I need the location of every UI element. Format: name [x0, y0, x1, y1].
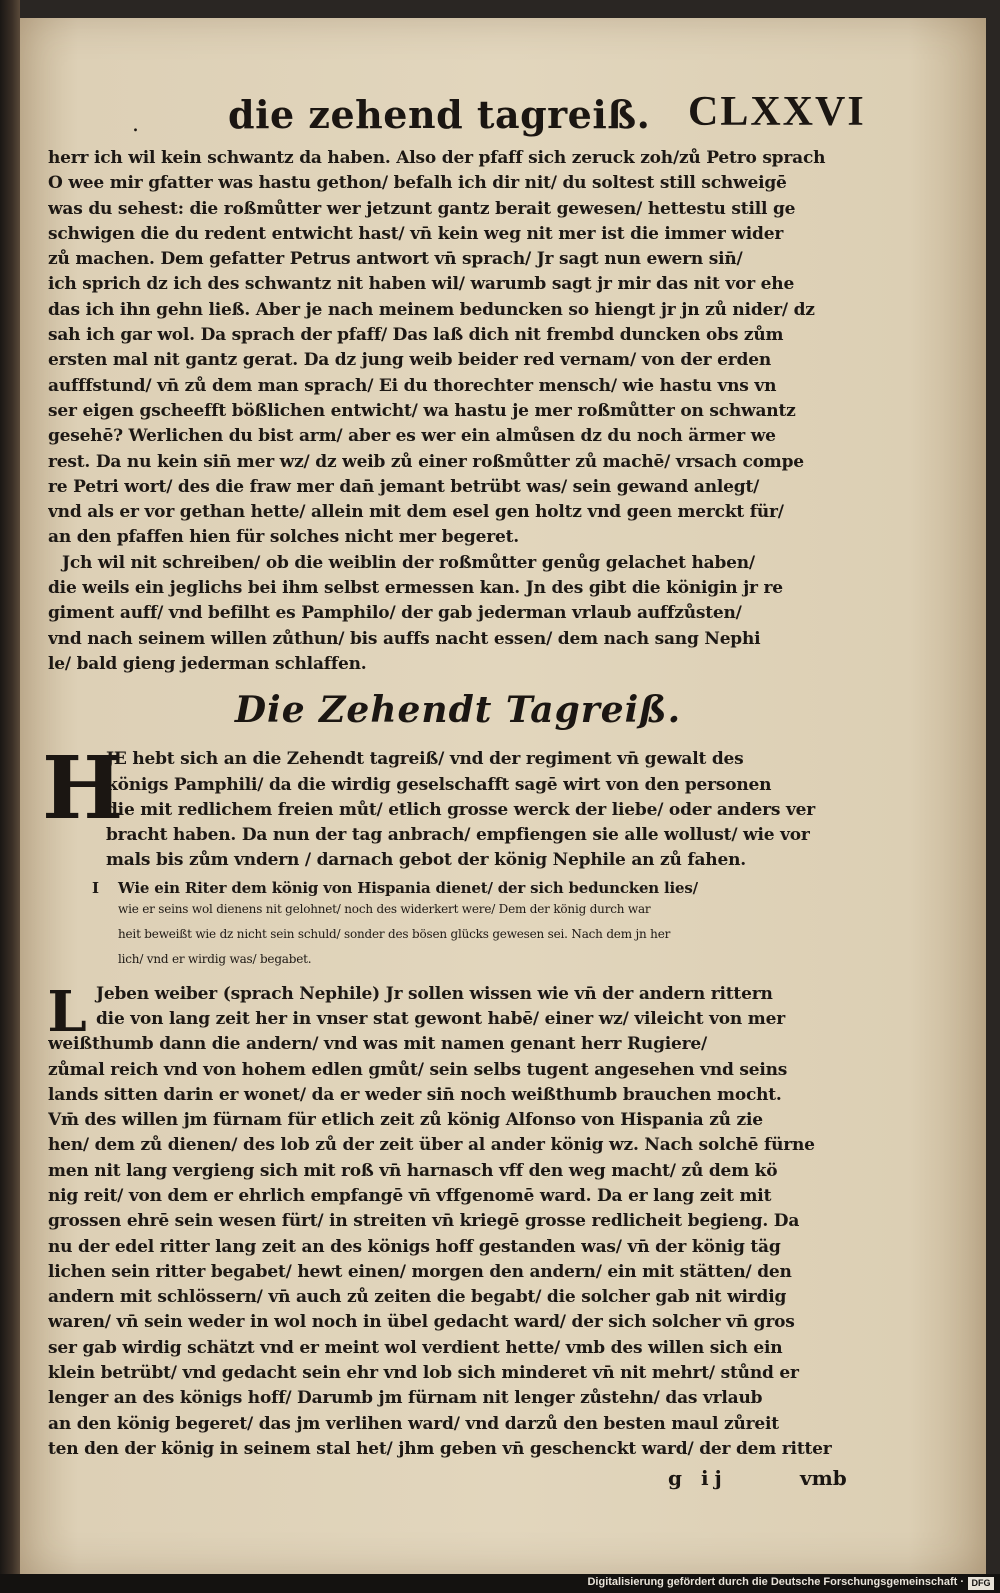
body-text-paragraph-2: [48, 551, 868, 677]
text-line: Jeben weiber (sprach Nephile) Jr sollen wissen wie vn̄ der andern rittern: [96, 983, 773, 1004]
text-line: heit beweißt wie dz nicht sein schuld/ sonder des bösen glücks gewesen sei. Nach dem jn her: [118, 927, 671, 942]
rubric-title: Wie ein Riter dem könig von Hispania dienet/ der sich beduncken lies/: [118, 878, 698, 897]
text-line: lenger an des königs hoff/ Darumb jm fürnam nit lenger zůstehn/ das vrlaub: [48, 1388, 763, 1409]
text-line: men nit lang vergieng sich mit roß vn̄ harnasch vff den weg macht/ zů dem kö: [48, 1160, 778, 1181]
text-line: gesehē? Werlichen du bist arm/ aber es wer ein almůsen dz du noch ärmer we: [48, 426, 776, 447]
catchword: vmb: [800, 1466, 847, 1491]
text-line: herr ich wil kein schwantz da haben. Also der pfaff sich zeruck zoh/zů Petro sprach: [48, 148, 826, 168]
page-signature-row: [48, 1466, 868, 1496]
text-line: die weils ein jeglichs bei ihm selbst ermessen kan. Jn des gibt die königin jr re: [48, 578, 783, 599]
text-line: lichen sein ritter begabet/ hewt einen/ morgen den andern/ ein mit stätten/ den: [48, 1261, 792, 1282]
running-title: die zehend tagreiß.: [228, 92, 651, 137]
decorated-initial-l: L: [47, 978, 87, 1045]
digitization-footer: [0, 1574, 1000, 1593]
decorated-initial-h: H: [42, 738, 124, 840]
chapter-heading: Die Zehendt Tagreiß.: [234, 689, 682, 732]
text-line: re Petri wort/ des die fraw mer dan̄ jemant betrübt was/ sein gewand anlegt/: [48, 476, 760, 497]
book-binding-edge: [0, 0, 20, 1593]
text-line: bracht haben. Da nun der tag anbrach/ empfiengen sie alle wollust/ wie vor: [106, 825, 810, 846]
dfg-logo: DFG: [968, 1577, 994, 1590]
text-line: weißthumb dann die andern/ vnd was mit namen genant herr Rugiere/: [48, 1034, 708, 1055]
story-paragraph: [47, 978, 868, 1463]
text-line: wie er seins wol dienens nit gelohnet/ noch des widerkert were/ Dem der könig durch war: [118, 901, 651, 916]
text-line: sah ich gar wol. Da sprach der pfaff/ Das laß dich nit frembd duncken obs zům: [48, 325, 784, 346]
text-line: zů machen. Dem gefatter Petrus antwort vn̄ sprach/ Jr sagt nun ewern sin̄/: [48, 249, 743, 270]
rubric-first-line: [48, 878, 868, 900]
text-line: grossen ehrē sein wesen fürt/ in streiten vn̄ kriegē grosse redlicheit begieng. Da: [48, 1211, 800, 1232]
text-line: hen/ dem zů dienen/ des lob zů der zeit über al ander könig wz. Nach solchē fürne: [48, 1135, 815, 1156]
text-line: königs Pamphili/ da die wirdig geselschafft sagē wirt von den personen: [106, 774, 772, 795]
text-line: ten den der könig in seinem stal het/ jhm geben vn̄ geschenckt ward/ der dem ritter: [48, 1438, 832, 1459]
page-content: [42, 76, 868, 1496]
text-line: die von lang zeit her in vnser stat gewont habē/ einer wz/ vileicht von mer: [96, 1008, 785, 1029]
funding-credit: Digitalisierung gefördert durch die Deutsche Forschungsgemeinschaft ·: [587, 1576, 964, 1588]
text-line: was du sehest: die roßmůtter wer jetzunt gantz berait gewesen/ hettestu still ge: [48, 198, 796, 219]
text-line: le/ bald gieng jederman schlaffen.: [48, 653, 367, 674]
header-dot: .: [132, 112, 139, 137]
body-text-top: [48, 146, 868, 551]
text-line: zůmal reich vnd von hohem edlen gmůt/ sein selbs tugent angesehen vnd seins: [48, 1059, 788, 1080]
text-line: ser eigen gscheefft bößlichen entwicht/ wa hastu je mer roßmůtter on schwantz: [48, 400, 796, 421]
text-line: ersten mal nit gantz gerat. Da dz jung weib beider red vernam/ von der erden: [48, 350, 771, 371]
text-line: giment auff/ vnd befilht es Pamphilo/ der gab jederman vrlaub auffzůsten/: [48, 603, 742, 624]
text-line: an den könig begeret/ das jm verlihen ward/ vnd darzů den besten maul zůreit: [48, 1413, 779, 1434]
rubric-number: I: [92, 878, 99, 897]
text-line: nig reit/ von dem er ehrlich empfangē vn̄ vffgenomē ward. Da er lang zeit mit: [48, 1185, 772, 1206]
text-line: lich/ vnd er wirdig was/ begabet.: [118, 952, 312, 967]
text-line: Vm̄ des willen jm fürnam für etlich zeit zů könig Alfonso von Hispania zů zie: [48, 1110, 763, 1131]
text-line: schwigen die du redent entwicht hast/ vn̄ kein weg nit mer ist die immer wider: [48, 223, 784, 244]
text-line: mals bis zům vndern / darnach gebot der könig Nephile an zů fahen.: [106, 850, 746, 871]
text-line: die mit redlichem freien můt/ etlich grosse werck der liebe/ oder anders ver: [106, 799, 816, 820]
page-header: [48, 76, 868, 146]
text-line: rest. Da nu kein sin̄ mer wz/ dz weib zů einer roßmůtter zů machē/ vrsach compe: [48, 451, 804, 472]
signature-mark: g ij: [668, 1466, 728, 1491]
text-line: ich sprich dz ich des schwantz nit haben wil/ warumb sagt jr mir das nit vor ehe: [48, 274, 795, 295]
text-line: andern mit schlössern/ vn̄ auch zů zeiten die begabt/ die solcher gab nit wirdig: [48, 1287, 787, 1308]
text-line: waren/ vn̄ sein weder in wol noch in übel gedacht ward/ der sich solcher vn̄ gros: [48, 1312, 795, 1333]
story-rubric: [48, 878, 868, 976]
text-line: lands sitten darin er wonet/ da er weder sin̄ noch weißthumb brauchen mocht.: [48, 1084, 782, 1105]
text-line: Jch wil nit schreiben/ ob die weiblin der roßmůtter genůg gelachet haben/: [62, 552, 755, 573]
book-page: [20, 18, 986, 1574]
text-line: vnd nach seinem willen zůthun/ bis auffs nacht essen/ dem nach sang Nephi: [48, 628, 761, 649]
text-line: nu der edel ritter lang zeit an des königs hoff gestanden was/ vn̄ der könig täg: [48, 1236, 781, 1257]
folio-number: CLXXVI: [688, 89, 866, 135]
text-line: O wee mir gfatter was hastu gethon/ befalh ich dir nit/ du soltest still schweigē: [48, 173, 787, 194]
text-line: vnd als er vor gethan hette/ allein mit dem esel gen holtz vnd geen merckt für/: [48, 502, 784, 523]
text-line: an den pfaffen hien für solches nicht mer begeret.: [48, 527, 519, 548]
text-line: aufffstund/ vn̄ zů dem man sprach/ Ei du thorechter mensch/ wie hastu vns vn: [48, 375, 777, 396]
text-line: das ich ihn gehn ließ. Aber je nach meinem beduncken so hiengt jr jn zů nider/ dz: [48, 299, 815, 320]
text-line: JE hebt sich an die Zehendt tagreiß/ vnd der regiment vn̄ gewalt des: [106, 749, 744, 770]
text-line: klein betrübt/ vnd gedacht sein ehr vnd lob sich minderet vn̄ nit mehrt/ stůnd er: [48, 1363, 799, 1384]
text-line: ser gab wirdig schätzt vnd er meint wol verdient hette/ vmb des willen sich ein: [48, 1337, 783, 1358]
intro-paragraph: [42, 738, 868, 873]
